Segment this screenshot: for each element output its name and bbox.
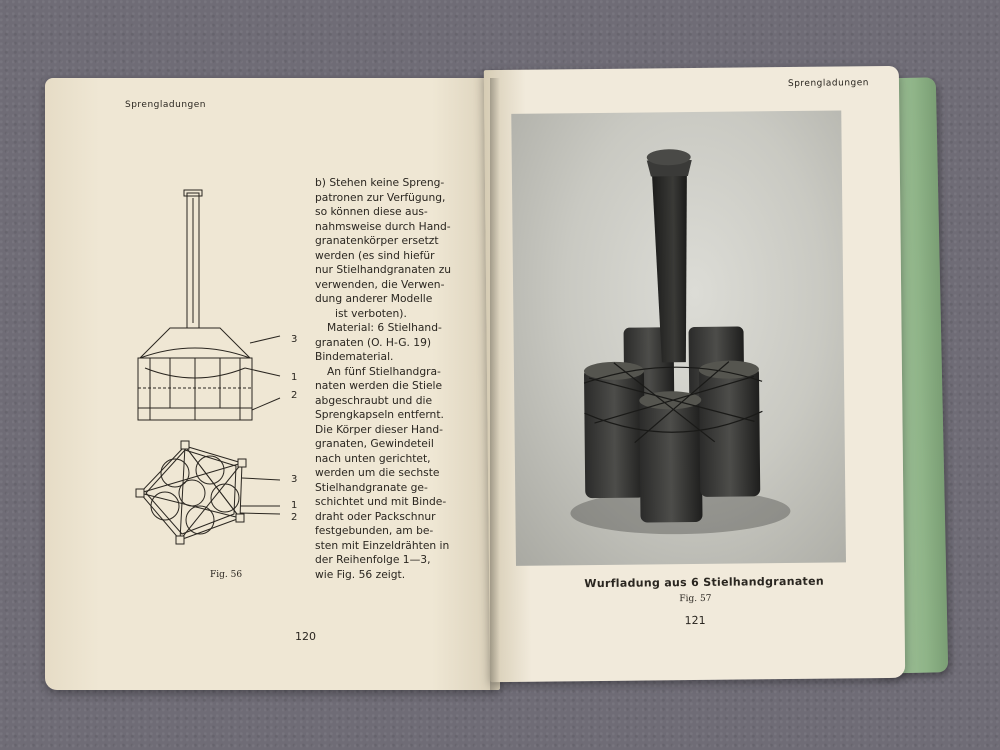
running-head: Sprengladungen — [787, 78, 870, 90]
photo-caption: Wurfladung aus 6 Stielhandgranaten — [584, 574, 825, 591]
text-line: patronen zur Verfügung, — [315, 190, 446, 204]
figure-label: Fig. 57 — [679, 593, 712, 605]
text-line: dung anderer Modelle — [315, 292, 433, 305]
text-line: nahmsweise durch Hand- — [315, 219, 451, 233]
text-line: Sprengkapseln entfernt. — [315, 408, 444, 421]
text-line: festgebunden, am be- — [315, 524, 434, 537]
text-line: ist verboten). — [335, 306, 407, 320]
right-page — [484, 66, 905, 682]
text-line: nach unten gerichtet, — [315, 451, 431, 465]
text-line: nur Stielhandgranaten zu — [315, 263, 452, 276]
text-line: sten mit Einzeldrähten in — [315, 538, 450, 552]
grenade-bundle-illustration — [511, 110, 846, 565]
grenade-bundle-photo — [511, 110, 846, 565]
text-line: naten werden die Stiele — [315, 379, 443, 392]
fig-number-label: 3 — [291, 474, 298, 485]
text-line: der Reihenfolge 1—3, — [315, 553, 431, 566]
text-line: Material: 6 Stielhand- — [327, 321, 442, 334]
text-line: werden um die sechste — [315, 466, 440, 479]
running-head: Sprengladungen — [125, 100, 206, 110]
text-line: abgeschraubt und die — [315, 393, 433, 407]
text-line: An fünf Stielhandgra- — [327, 364, 441, 378]
body-text — [315, 176, 470, 582]
text-line: Bindematerial. — [315, 350, 394, 363]
text-line: so können diese aus- — [315, 205, 428, 218]
page-number: 121 — [684, 613, 706, 628]
page-number: 120 — [295, 630, 316, 643]
text-line: b) Stehen keine Spreng- — [315, 176, 445, 189]
text-line: Stielhandgranate ge- — [315, 480, 428, 494]
book-gutter — [490, 78, 500, 690]
fig-number-label: 2 — [291, 390, 298, 401]
figure-label: Fig. 56 — [210, 570, 243, 580]
text-line: wie Fig. 56 zeigt. — [315, 567, 406, 581]
text-line: Die Körper dieser Hand- — [315, 422, 443, 436]
text-line: granaten (O. H-G. 19) — [315, 335, 432, 349]
text-line: werden (es sind hiefür — [315, 248, 435, 262]
text-line: verwenden, die Verwen- — [315, 277, 445, 291]
left-page — [45, 78, 500, 690]
text-line: granaten, Gewindeteil — [315, 437, 434, 450]
fig-number-label: 1 — [291, 500, 298, 511]
text-line: granatenkörper ersetzt — [315, 234, 439, 247]
fig-number-label: 2 — [291, 512, 298, 523]
fig-number-label: 3 — [291, 334, 298, 345]
fig-number-label: 1 — [291, 372, 298, 383]
text-line: draht oder Packschnur — [315, 509, 436, 523]
text-line: schichtet und mit Binde- — [315, 495, 447, 508]
